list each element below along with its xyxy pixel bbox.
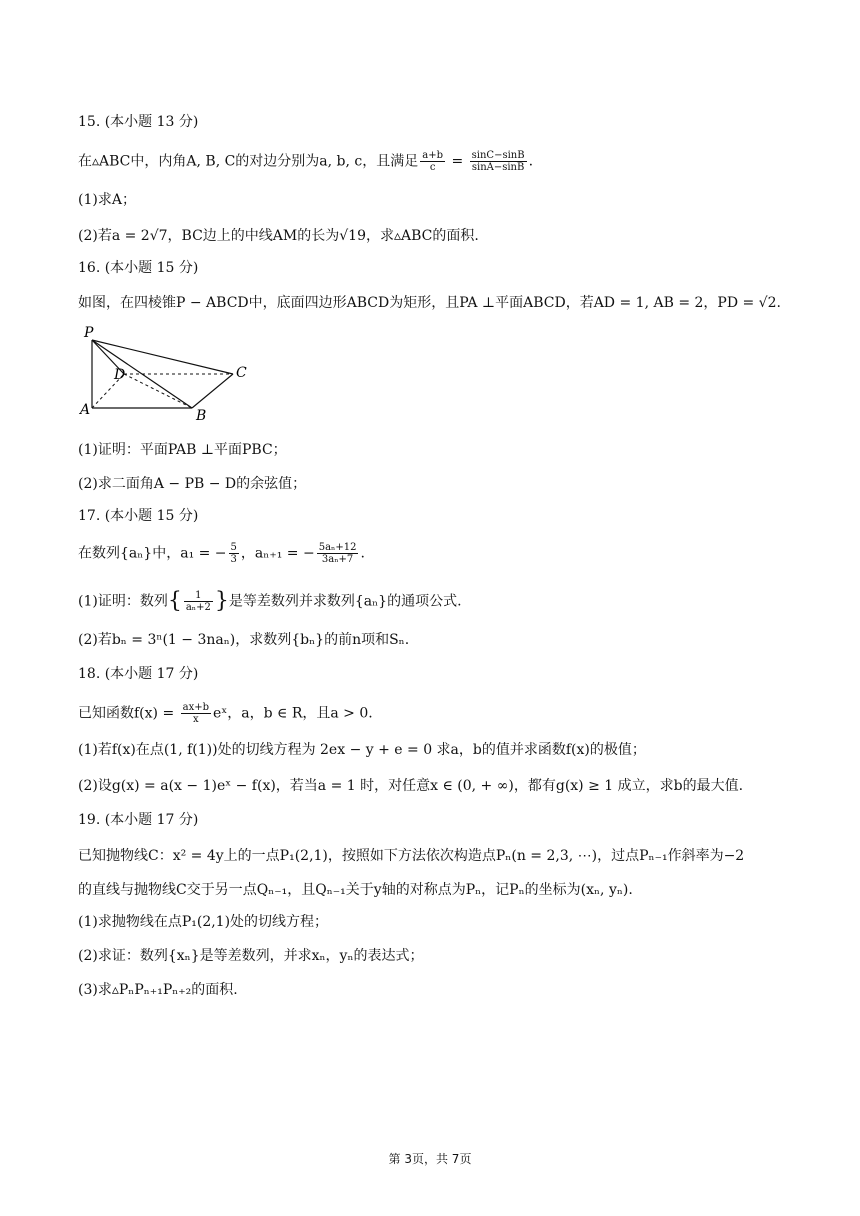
pyramid-figure xyxy=(78,322,258,426)
q17-stem: 在数列{aₙ}中，a₁ = − $\frac{5}{3}$ ，aₙ₊₁ = − $\frac{\text{5aₙ+12}}{\text{3aₙ+7}}$ . xyxy=(78,542,365,565)
page-footer: 第 3页，共 7页 xyxy=(388,1152,472,1166)
q19-stem-line1: 已知抛物线C：x² = 4y上的一点P₁(2,1)，按照如下方法依次构造点Pₙ(n = 2,3, ⋯)，过点Pₙ₋₁作斜率为−2 xyxy=(78,848,745,864)
q16-part2: (2)求二面角A − PB − D的余弦值； xyxy=(78,476,307,492)
label-D: D xyxy=(114,367,126,383)
label-P: P xyxy=(84,325,94,341)
q17-frac-rec: $\frac{\text{5aₙ+12}}{\text{3aₙ+7}}$ xyxy=(318,542,357,565)
q19-part2: (2)求证：数列{xₙ}是等差数列，并求xₙ，yₙ的表达式； xyxy=(78,948,424,964)
q17-part1: (1)证明：数列{ $\frac{1}{\text{aₙ+2}}$ }是等差数列并求数列{aₙ}的通项公式. xyxy=(78,588,462,614)
q19-part3: (3)求▵PₙPₙ₊₁Pₙ₊₂的面积. xyxy=(78,982,238,998)
q17-part2: (2)若bₙ = 3ⁿ(1 − 3naₙ)，求数列{bₙ}的前n项和Sₙ. xyxy=(78,632,410,648)
q16-stem: 如图，在四棱锥P − ABCD中，底面四边形ABCD为矩形，且PA ⊥平面ABCD，若AD = 1, AB = 2，PD = √2. xyxy=(78,295,781,311)
q15-stem-pre: 在▵ABC中，内角A, B, C的对边分别为a, b, c，且满足 xyxy=(78,153,419,170)
label-B: B xyxy=(196,408,207,422)
q15-frac1: $\frac{a+b}{c}$ xyxy=(422,150,444,173)
q18-part1: (1)若f(x)在点(1, f(1))处的切线方程为 2ex − y + e = 0 求a，b的值并求函数f(x)的极值； xyxy=(78,742,646,758)
q18-title: 18. (本小题 17 分) xyxy=(78,666,199,682)
q15-part1: (1)求A； xyxy=(78,192,136,208)
q17-title: 17. (本小题 15 分) xyxy=(78,508,199,524)
q15-stem: 在▵ABC中，内角A, B, C的对边分别为a, b, c，且满足 $\frac{a+b}{c}$ = $\frac{\sin C-\sin B}{\sin A-\sin B}$ . xyxy=(78,150,534,173)
q16-title: 16. (本小题 15 分) xyxy=(78,260,199,276)
q18-part2: (2)设g(x) = a(x − 1)eˣ − f(x)，若当a = 1 时，对任意x ∈ (0, + ∞)，都有g(x) ≥ 1 成立，求b的最大值. xyxy=(78,778,744,794)
q17-frac-p1: $\frac{1}{\text{aₙ+2}}$ xyxy=(185,590,211,613)
q18-stem: 已知函数f(x) = $\frac{ax+b}{x}$ eˣ，a，b ∈ R，且a > 0. xyxy=(78,702,373,725)
q18-frac: $\frac{ax+b}{x}$ xyxy=(182,702,210,725)
q16-part1: (1)证明：平面PAB ⊥平面PBC； xyxy=(78,442,287,458)
q19-title: 19. (本小题 17 分) xyxy=(78,812,199,828)
q19-part1: (1)求抛物线在点P₁(2,1)处的切线方程； xyxy=(78,914,329,930)
q15-frac2: $\frac{\sin C-\sin B}{\sin A-\sin B}$ xyxy=(471,150,525,173)
q15-title: 15. (本小题 13 分) xyxy=(78,114,199,130)
q17-frac-a1: $\frac{5}{3}$ xyxy=(230,542,237,565)
label-C: C xyxy=(236,365,247,381)
label-A: A xyxy=(80,402,91,418)
q15-part2: (2)若a = 2√7，BC边上的中线AM的长为√19，求▵ABC的面积. xyxy=(78,228,479,244)
q19-stem-line2: 的直线与抛物线C交于另一点Qₙ₋₁，且Qₙ₋₁关于y轴的对称点为Pₙ，记Pₙ的坐标为(xₙ, yₙ). xyxy=(78,882,633,898)
